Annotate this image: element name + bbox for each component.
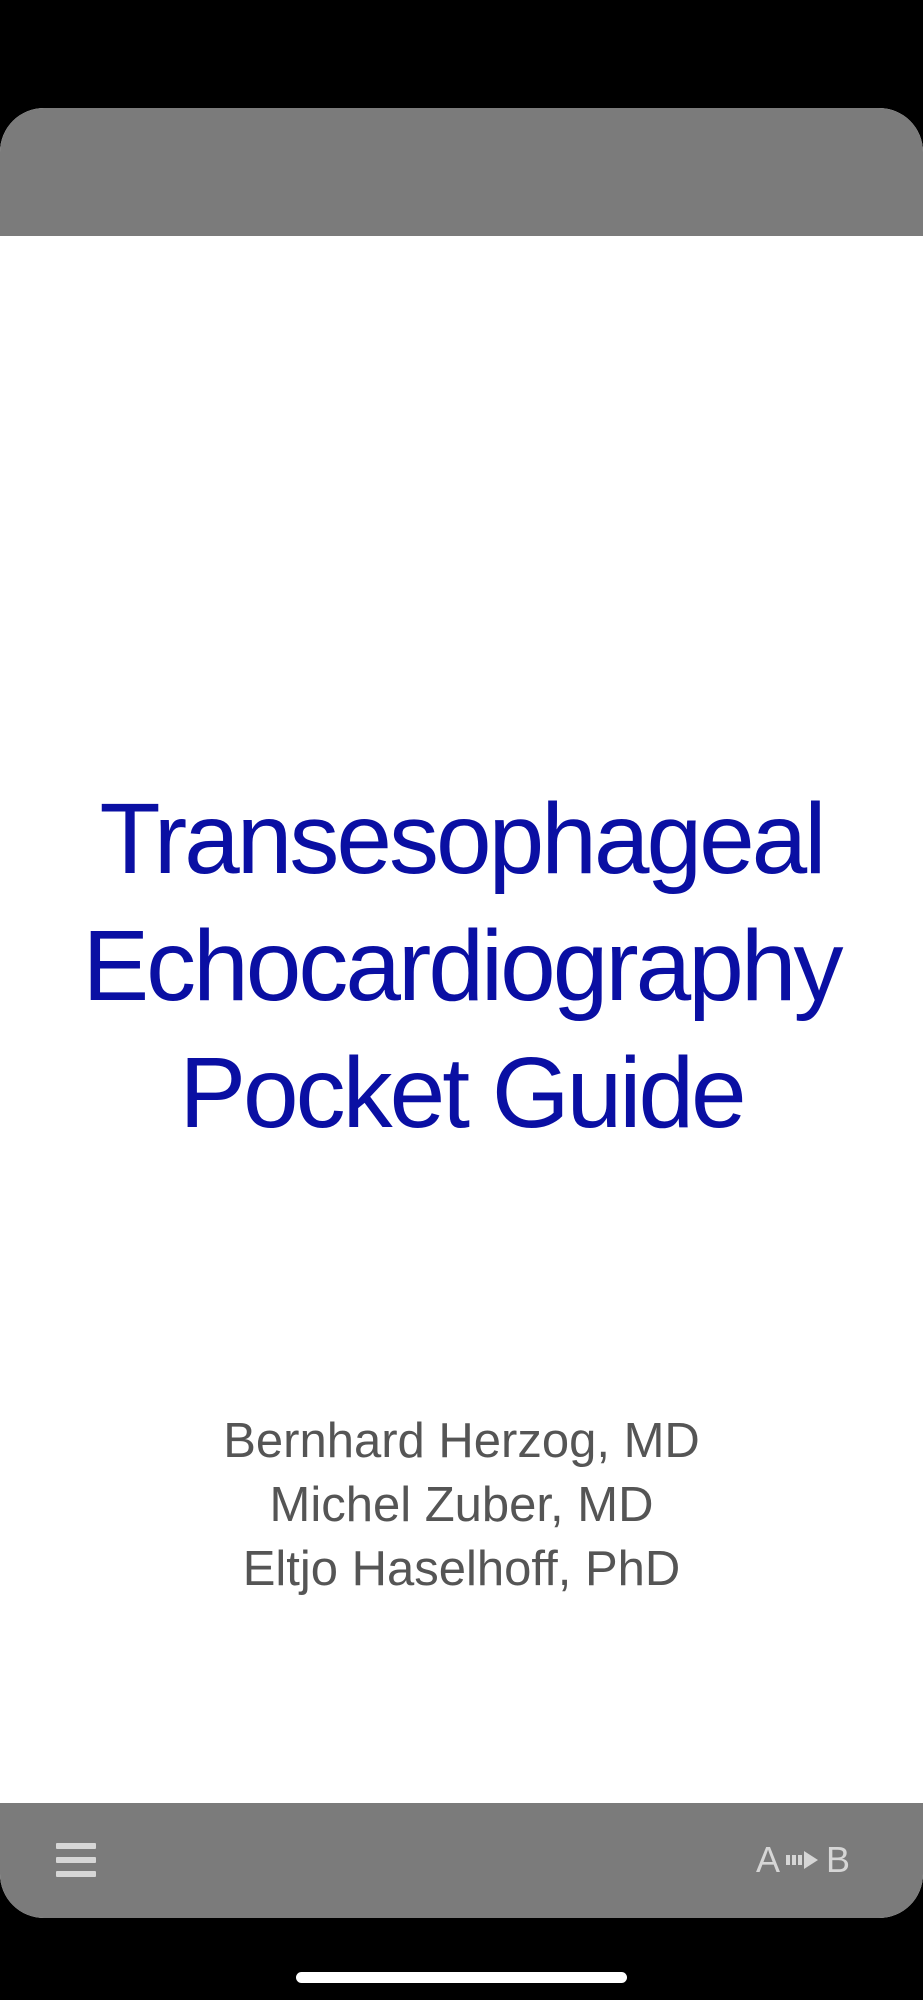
menu-line-bottom [56, 1871, 96, 1877]
author-list [0, 1409, 923, 1601]
author-2: Michel Zuber, MD [269, 1478, 654, 1532]
a-to-b-button[interactable] [756, 1835, 850, 1885]
hamburger-menu-icon[interactable] [56, 1841, 96, 1879]
author-1: Bernhard Herzog, MD [223, 1414, 700, 1468]
home-indicator[interactable] [296, 1972, 627, 1983]
menu-line-top [56, 1843, 96, 1849]
title-line-2: Echocardiography [82, 910, 841, 1022]
bottom-toolbar [0, 1803, 923, 1918]
document-title [0, 776, 923, 1157]
title-line-3: Pocket Guide [179, 1037, 744, 1149]
top-bar [0, 108, 923, 236]
arrow-right-icon [786, 1849, 820, 1871]
author-3: Eltjo Haselhoff, PhD [242, 1542, 681, 1596]
ab-to-label: B [826, 1839, 851, 1880]
document-page [0, 236, 923, 1803]
menu-line-middle [56, 1857, 96, 1863]
ab-from-label: A [756, 1839, 781, 1880]
title-line-1: Transesophageal [99, 783, 824, 895]
app-frame [0, 108, 923, 1918]
